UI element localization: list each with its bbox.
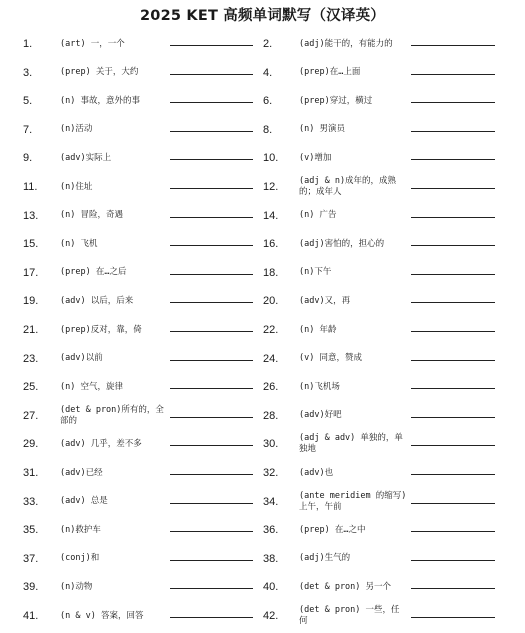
item-definition: (adv)也 bbox=[299, 467, 334, 478]
answer-blank[interactable] bbox=[170, 588, 253, 589]
answer-blank[interactable] bbox=[170, 159, 253, 160]
item-definition: (n)飞机场 bbox=[299, 381, 340, 392]
item-definition: (prep)在…上面 bbox=[299, 67, 361, 78]
word-row bbox=[0, 573, 525, 601]
item-definition: (adj & n)成年的，成熟的；成年人 bbox=[299, 176, 397, 197]
word-row bbox=[0, 602, 525, 630]
list-item bbox=[0, 287, 262, 315]
item-number: 18. bbox=[263, 266, 279, 279]
answer-blank[interactable] bbox=[170, 188, 253, 189]
item-definition: (v)增加 bbox=[299, 152, 332, 163]
item-number: 38. bbox=[263, 552, 279, 565]
answer-blank[interactable] bbox=[411, 302, 495, 303]
item-number: 24. bbox=[263, 352, 279, 365]
answer-blank[interactable] bbox=[170, 131, 253, 132]
answer-blank[interactable] bbox=[170, 74, 253, 75]
word-row bbox=[0, 316, 525, 344]
item-definition: (n) 空气，旋律 bbox=[60, 381, 123, 392]
list-item bbox=[0, 602, 262, 630]
answer-blank[interactable] bbox=[170, 445, 253, 446]
word-row bbox=[0, 545, 525, 573]
word-row bbox=[0, 202, 525, 230]
word-row bbox=[0, 430, 525, 458]
item-number: 35. bbox=[23, 524, 39, 537]
item-definition: (ante meridiem 的缩写)上午，午前 bbox=[299, 490, 407, 512]
item-definition: (n) 飞机 bbox=[60, 238, 98, 249]
item-number: 23. bbox=[23, 352, 39, 365]
list-item bbox=[262, 402, 524, 430]
item-number: 14. bbox=[263, 209, 279, 222]
item-definition: (det & pron) 另一个 bbox=[299, 581, 392, 592]
item-definition: (n)动物 bbox=[60, 581, 93, 592]
answer-blank[interactable] bbox=[411, 274, 495, 275]
answer-blank[interactable] bbox=[170, 531, 253, 532]
item-definition: (v) 同意，赞成 bbox=[299, 353, 362, 364]
item-definition: (n)住址 bbox=[60, 181, 93, 192]
answer-blank[interactable] bbox=[170, 102, 253, 103]
answer-blank[interactable] bbox=[170, 617, 253, 618]
list-item bbox=[262, 545, 524, 573]
answer-blank[interactable] bbox=[411, 588, 495, 589]
item-number: 41. bbox=[23, 610, 39, 622]
answer-blank[interactable] bbox=[411, 74, 495, 75]
word-row bbox=[0, 287, 525, 315]
item-number: 5. bbox=[23, 95, 33, 108]
list-item bbox=[0, 59, 262, 87]
answer-blank[interactable] bbox=[170, 217, 253, 218]
answer-blank[interactable] bbox=[170, 274, 253, 275]
item-number: 9. bbox=[23, 152, 33, 165]
item-number: 20. bbox=[263, 295, 279, 308]
list-item bbox=[0, 87, 262, 115]
list-item bbox=[0, 459, 262, 487]
item-definition: (adv)已经 bbox=[60, 467, 103, 478]
item-definition: (prep) 在…之后 bbox=[60, 267, 127, 278]
item-definition: (prep)反对，靠，倚 bbox=[60, 324, 142, 335]
item-definition: (adj)能干的，有能力的 bbox=[299, 38, 393, 49]
item-definition: (prep) 在…之中 bbox=[299, 524, 366, 535]
list-item bbox=[262, 488, 524, 516]
list-item bbox=[0, 259, 262, 287]
item-definition: (n)救护车 bbox=[60, 524, 101, 535]
item-definition: (n)下午 bbox=[299, 267, 332, 278]
item-definition: (conj)和 bbox=[60, 553, 100, 564]
item-number: 2. bbox=[263, 38, 273, 50]
item-number: 1. bbox=[23, 38, 33, 50]
item-number: 21. bbox=[23, 324, 39, 336]
item-number: 25. bbox=[23, 381, 39, 394]
list-item bbox=[0, 202, 262, 230]
list-item bbox=[262, 345, 524, 373]
item-number: 10. bbox=[263, 152, 279, 165]
list-item bbox=[0, 430, 262, 458]
list-item bbox=[262, 459, 524, 487]
answer-blank[interactable] bbox=[411, 560, 495, 561]
list-item bbox=[262, 144, 524, 172]
item-number: 33. bbox=[23, 495, 39, 508]
list-item bbox=[0, 373, 262, 401]
answer-blank[interactable] bbox=[170, 45, 253, 46]
item-number: 40. bbox=[263, 581, 279, 594]
item-definition: (adj & adv) 单独的，单独地 bbox=[299, 433, 403, 455]
item-number: 37. bbox=[23, 552, 39, 565]
list-item bbox=[0, 545, 262, 573]
word-list bbox=[0, 30, 525, 630]
list-item bbox=[0, 144, 262, 172]
answer-blank[interactable] bbox=[170, 360, 253, 361]
item-number: 30. bbox=[263, 438, 279, 451]
item-number: 11. bbox=[23, 181, 38, 193]
item-definition: (adv)实际上 bbox=[60, 152, 112, 163]
item-number: 8. bbox=[263, 123, 273, 136]
answer-blank[interactable] bbox=[170, 245, 253, 246]
item-number: 29. bbox=[23, 438, 39, 451]
item-definition: (det & pron) 一些，任何 bbox=[299, 605, 400, 626]
item-definition: (n) 广告 bbox=[299, 210, 337, 221]
item-definition: (adj)害怕的，担心的 bbox=[299, 238, 385, 249]
item-definition: (det & pron)所有的，全部的 bbox=[60, 404, 164, 426]
item-number: 16. bbox=[263, 238, 279, 251]
item-number: 15. bbox=[23, 238, 39, 251]
list-item bbox=[262, 373, 524, 401]
answer-blank[interactable] bbox=[411, 159, 495, 160]
list-item bbox=[262, 430, 524, 458]
answer-blank[interactable] bbox=[411, 360, 495, 361]
word-row bbox=[0, 173, 525, 201]
answer-blank[interactable] bbox=[411, 417, 495, 418]
item-definition: (adv) 总是 bbox=[60, 496, 108, 507]
word-row bbox=[0, 488, 525, 516]
item-definition: (adv)以前 bbox=[60, 353, 103, 364]
answer-blank[interactable] bbox=[411, 617, 495, 618]
item-definition: (adv)又，再 bbox=[299, 295, 351, 306]
item-definition: (prep)穿过，横过 bbox=[299, 95, 373, 106]
word-row bbox=[0, 59, 525, 87]
answer-blank[interactable] bbox=[411, 331, 495, 332]
item-number: 36. bbox=[263, 524, 279, 537]
item-number: 13. bbox=[23, 209, 39, 222]
answer-blank[interactable] bbox=[170, 388, 253, 389]
word-row bbox=[0, 516, 525, 544]
word-row bbox=[0, 116, 525, 144]
item-number: 17. bbox=[23, 266, 39, 279]
answer-blank[interactable] bbox=[411, 445, 495, 446]
list-item bbox=[0, 345, 262, 373]
answer-blank[interactable] bbox=[411, 531, 495, 532]
item-number: 32. bbox=[263, 467, 279, 479]
word-row bbox=[0, 230, 525, 258]
list-item bbox=[0, 488, 262, 516]
list-item bbox=[0, 116, 262, 144]
list-item bbox=[0, 173, 262, 201]
item-definition: (adv) 几乎，差不多 bbox=[60, 438, 142, 449]
list-item bbox=[262, 116, 524, 144]
item-number: 39. bbox=[23, 581, 39, 594]
word-row bbox=[0, 144, 525, 172]
item-number: 22. bbox=[263, 324, 279, 336]
item-definition: (prep) 关于，大约 bbox=[60, 67, 139, 78]
item-definition: (art) 一，一个 bbox=[60, 38, 125, 49]
list-item bbox=[262, 202, 524, 230]
item-number: 26. bbox=[263, 381, 279, 394]
list-item bbox=[262, 30, 524, 58]
item-definition: (n & v) 答案，回答 bbox=[60, 610, 144, 621]
word-row bbox=[0, 459, 525, 487]
answer-blank[interactable] bbox=[411, 474, 495, 475]
answer-blank[interactable] bbox=[170, 474, 253, 475]
answer-blank[interactable] bbox=[411, 102, 495, 103]
page-title: 2025 KET 高频单词默写（汉译英） bbox=[140, 8, 385, 24]
item-number: 3. bbox=[23, 66, 33, 79]
answer-blank[interactable] bbox=[170, 417, 253, 418]
list-item bbox=[262, 87, 524, 115]
item-number: 28. bbox=[263, 409, 279, 422]
answer-blank[interactable] bbox=[170, 302, 253, 303]
list-item bbox=[262, 516, 524, 544]
item-definition: (n) 年龄 bbox=[299, 324, 337, 335]
item-definition: (adv) 以后，后来 bbox=[60, 295, 134, 306]
answer-blank[interactable] bbox=[411, 388, 495, 389]
word-row bbox=[0, 373, 525, 401]
list-item bbox=[0, 230, 262, 258]
item-definition: (adv)好吧 bbox=[299, 410, 342, 421]
answer-blank[interactable] bbox=[170, 503, 253, 504]
list-item bbox=[0, 316, 262, 344]
answer-blank[interactable] bbox=[411, 217, 495, 218]
word-row bbox=[0, 345, 525, 373]
item-number: 19. bbox=[23, 295, 39, 308]
answer-blank[interactable] bbox=[411, 245, 495, 246]
list-item bbox=[262, 59, 524, 87]
answer-blank[interactable] bbox=[411, 188, 495, 189]
list-item bbox=[262, 602, 524, 630]
answer-blank[interactable] bbox=[170, 331, 253, 332]
list-item bbox=[0, 30, 262, 58]
list-item bbox=[0, 402, 262, 430]
item-number: 12. bbox=[263, 181, 279, 193]
item-definition: (n) 事故，意外的事 bbox=[60, 95, 140, 106]
list-item bbox=[262, 316, 524, 344]
list-item bbox=[262, 173, 524, 201]
answer-blank[interactable] bbox=[411, 131, 495, 132]
word-row bbox=[0, 402, 525, 430]
list-item bbox=[262, 573, 524, 601]
item-number: 34. bbox=[263, 495, 279, 508]
item-number: 27. bbox=[23, 409, 39, 422]
answer-blank[interactable] bbox=[411, 503, 495, 504]
answer-blank[interactable] bbox=[411, 45, 495, 46]
list-item bbox=[0, 516, 262, 544]
item-definition: (n)活动 bbox=[60, 124, 93, 135]
answer-blank[interactable] bbox=[170, 560, 253, 561]
item-number: 7. bbox=[23, 123, 33, 136]
item-number: 6. bbox=[263, 95, 273, 108]
word-row bbox=[0, 30, 525, 58]
item-definition: (n) 男演员 bbox=[299, 124, 345, 135]
item-number: 42. bbox=[263, 610, 279, 622]
list-item bbox=[262, 230, 524, 258]
list-item bbox=[262, 287, 524, 315]
item-number: 4. bbox=[263, 66, 273, 79]
list-item bbox=[0, 573, 262, 601]
item-number: 31. bbox=[23, 467, 39, 479]
item-definition: (adj)生气的 bbox=[299, 553, 351, 564]
list-item bbox=[262, 259, 524, 287]
word-row bbox=[0, 259, 525, 287]
item-definition: (n) 冒险，奇遇 bbox=[60, 210, 123, 221]
word-row bbox=[0, 87, 525, 115]
